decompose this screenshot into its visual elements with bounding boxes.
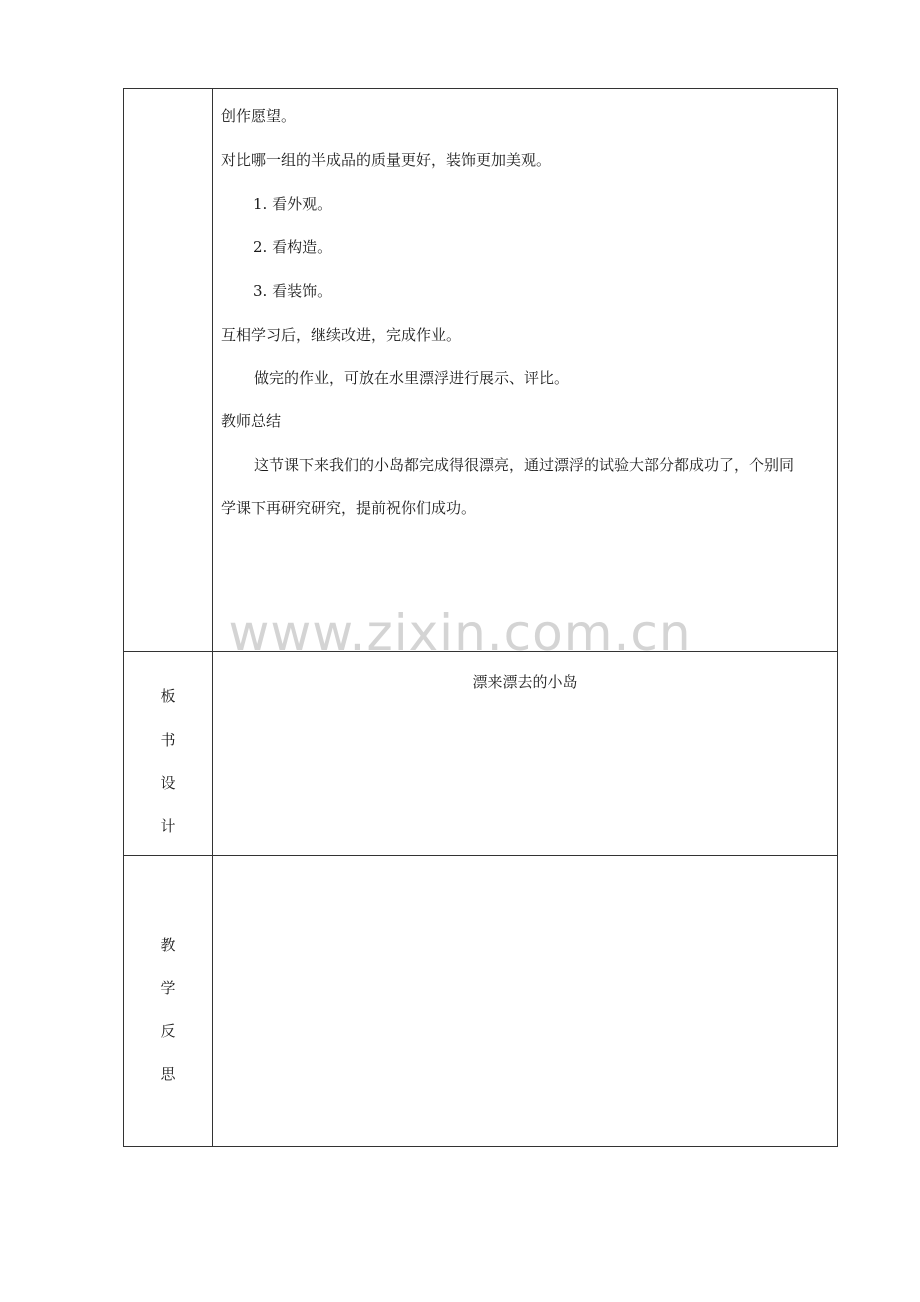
- watermark: www.zixin.com.cn: [228, 604, 692, 662]
- board-design-content-cell: [213, 652, 837, 856]
- content-heading: 教师总结: [221, 412, 282, 430]
- content-line: 这节课下来我们的小岛都完成得很漂亮，通过漂浮的试验大部分都成功了，个别同: [254, 456, 795, 474]
- board-design-label-cell: [124, 652, 213, 856]
- content-line: 对比哪一组的半成品的质量更好，装饰更加美观。: [221, 151, 552, 169]
- process-content-cell: [213, 89, 837, 651]
- content-line: 学课下再研究研究，提前祝你们成功。: [221, 499, 477, 517]
- reflection-label-cell: [124, 856, 213, 1146]
- reflection-label-char: 教: [160, 936, 176, 954]
- list-item: 2. 看构造。: [253, 238, 333, 256]
- reflection-content-cell: [213, 856, 837, 1146]
- board-design-row: [124, 651, 837, 856]
- reflection-label-char: 学: [160, 979, 176, 997]
- list-item: 1. 看外观。: [253, 195, 333, 213]
- reflection-row: [124, 855, 837, 1146]
- process-row: [124, 89, 837, 651]
- reflection-label-char: 思: [160, 1065, 176, 1083]
- list-item: 3. 看装饰。: [253, 282, 333, 300]
- reflection-label-char: 反: [160, 1022, 176, 1040]
- content-line: 做完的作业，可放在水里漂浮进行展示、评比。: [254, 369, 570, 387]
- content-line: 创作愿望。: [221, 107, 297, 125]
- board-title: 漂来漂去的小岛: [472, 673, 578, 691]
- board-label-char: 计: [160, 817, 176, 835]
- board-label-char: 书: [160, 731, 176, 749]
- process-label-cell: [124, 89, 213, 651]
- board-label-char: 板: [160, 687, 176, 705]
- board-label-char: 设: [160, 774, 176, 792]
- content-line: 互相学习后，继续改进，完成作业。: [221, 326, 462, 344]
